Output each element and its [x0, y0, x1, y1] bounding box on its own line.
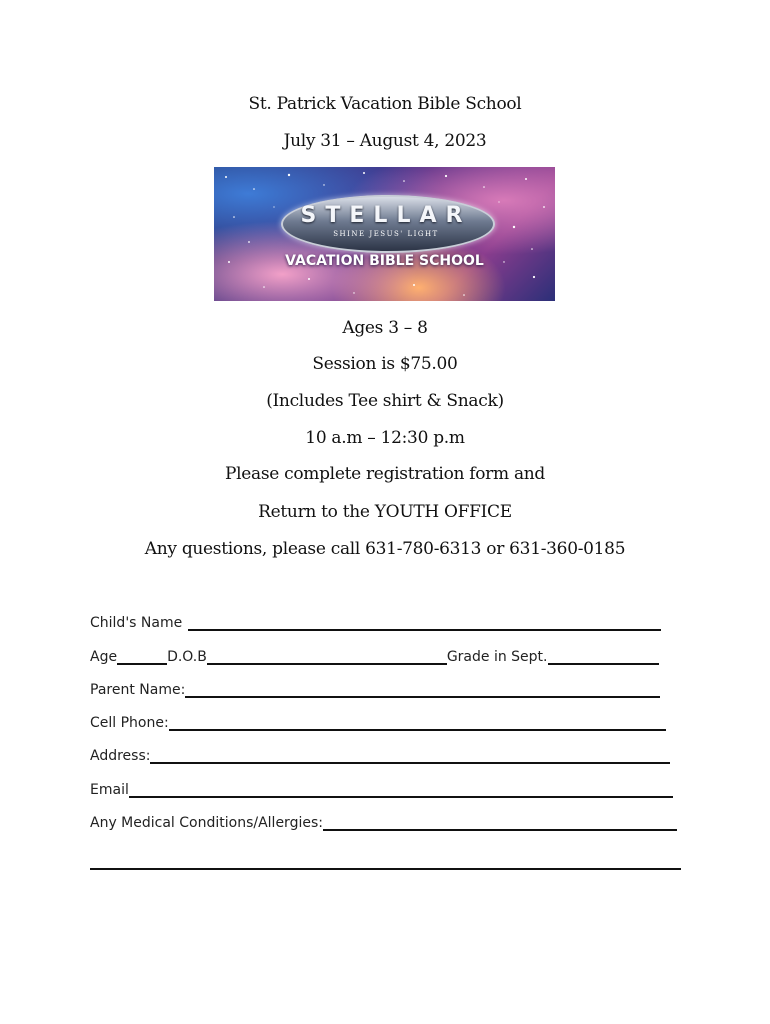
- parent-name-row: [90, 676, 660, 698]
- instruction-text: Please complete registration form and: [224, 464, 546, 484]
- medical-conditions-extra-line[interactable]: [90, 868, 681, 870]
- cell-phone-row: [90, 709, 666, 731]
- stellar-vbs-banner-image: [214, 167, 555, 301]
- medical-conditions-field[interactable]: [323, 814, 677, 831]
- stellar-tagline: SHINE JESUS' LIGHT: [333, 230, 439, 238]
- event-dates: July 31 – August 4, 2023: [283, 131, 487, 151]
- medical-conditions-label: Any Medical Conditions/Allergies:: [90, 815, 323, 831]
- contact-phone-text: Any questions, please call 631-780-6313 or 631-360-0185: [144, 539, 626, 559]
- grade-field[interactable]: [548, 648, 659, 665]
- parent-name-label: Parent Name:: [90, 682, 186, 698]
- child-name-label: Child's Name: [90, 615, 183, 631]
- age-label: Age: [90, 649, 118, 665]
- cell-phone-label: Cell Phone:: [90, 715, 169, 731]
- age-field[interactable]: [117, 648, 167, 665]
- address-label: Address:: [90, 748, 151, 764]
- return-instruction-text: Return to the YOUTH OFFICE: [258, 502, 512, 522]
- child-name-row: [90, 609, 661, 631]
- dob-label: D.O.B: [167, 649, 207, 665]
- grade-label: Grade in Sept.: [446, 649, 548, 665]
- ages-text: Ages 3 – 8: [342, 318, 428, 338]
- email-label: Email: [90, 782, 129, 798]
- parent-name-field[interactable]: [185, 681, 660, 698]
- medical-conditions-row: [90, 809, 677, 831]
- dob-field[interactable]: [207, 648, 447, 665]
- price-text: Session is $75.00: [312, 354, 458, 374]
- cell-phone-field[interactable]: [169, 714, 666, 731]
- time-text: 10 a.m – 12:30 p.m: [305, 428, 465, 448]
- page-title: St. Patrick Vacation Bible School: [248, 94, 522, 114]
- stellar-logo-text: STELLAR: [300, 203, 472, 228]
- address-row: [90, 742, 670, 764]
- banner-subtitle: VACATION BIBLE SCHOOL: [285, 253, 484, 269]
- age-dob-grade-row: [90, 643, 659, 665]
- child-name-field[interactable]: [188, 614, 661, 631]
- address-field[interactable]: [150, 747, 670, 764]
- email-row: [90, 776, 673, 798]
- email-field[interactable]: [129, 781, 673, 798]
- includes-text: (Includes Tee shirt & Snack): [266, 391, 504, 411]
